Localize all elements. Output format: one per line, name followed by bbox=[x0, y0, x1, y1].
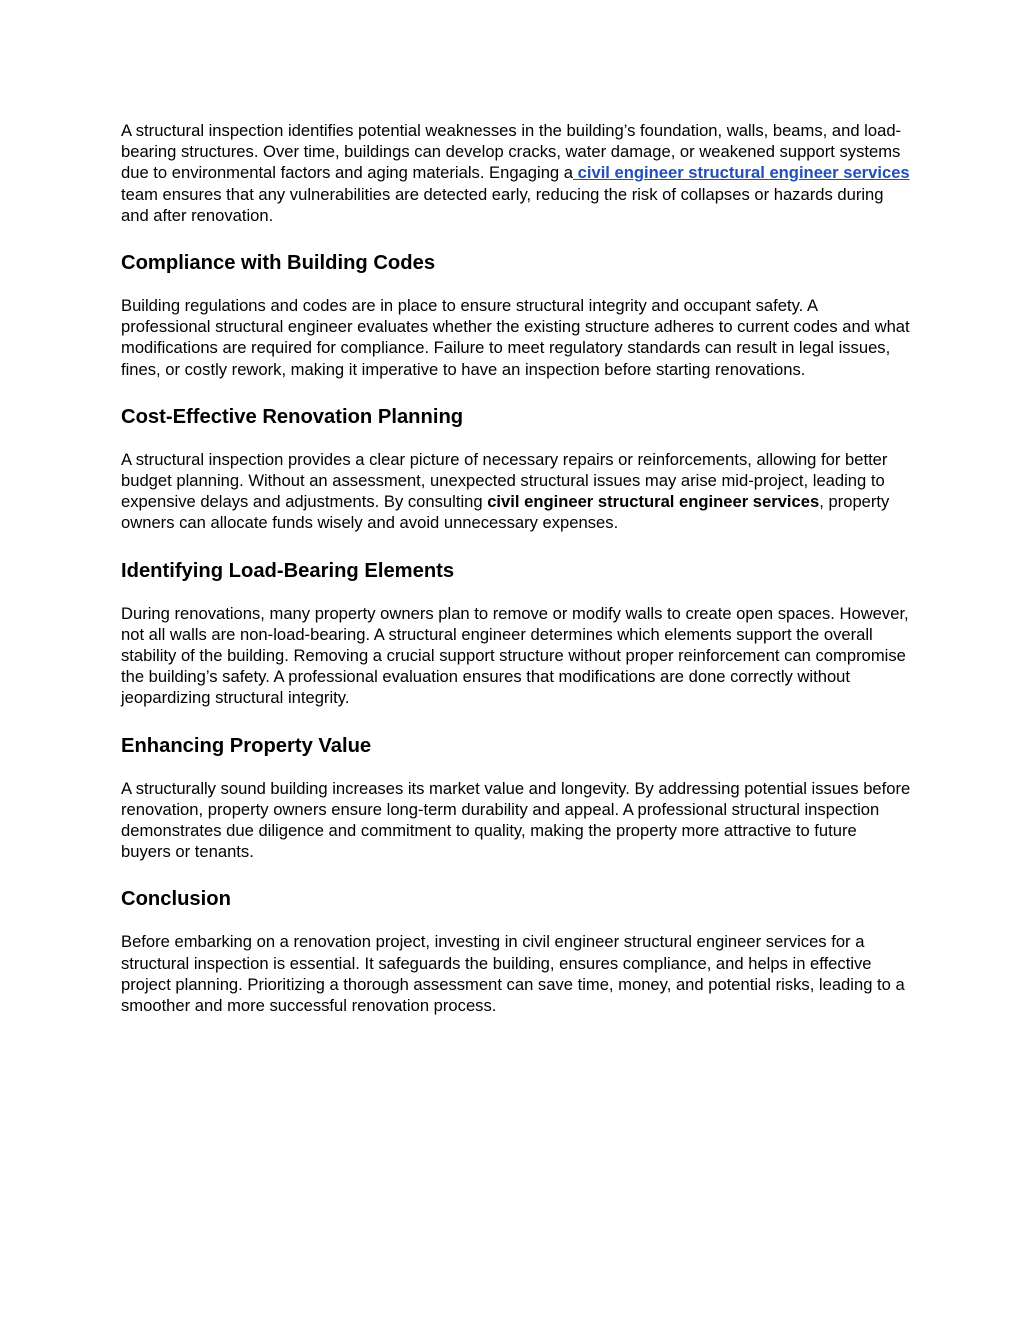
civil-engineer-services-link[interactable]: civil engineer structural engineer services bbox=[573, 163, 910, 183]
intro-text-before-link: A structural inspection identifies potential weaknesses in the building’s foundation, walls, beams, and load-bearing structures. Over time, buildings can develop cracks, water damage, or weakened support systems due to environmental factors and aging materials. Engaging a bbox=[121, 121, 902, 183]
heading-compliance: Compliance with Building Codes bbox=[121, 252, 436, 275]
heading-conclusion: Conclusion bbox=[121, 888, 231, 911]
intro-paragraph bbox=[121, 120, 911, 226]
paragraph-load-bearing: During renovations, many property owners plan to remove or modify walls to create open spaces. However, not all walls are non-load-bearing. A structural engineer determines which elements support the overall stability of the building. Removing a crucial support structure without proper reinforcement can compromise the building’s safety. A professional evaluation ensures that modifications are done correctly without jeopardizing structural integrity. bbox=[121, 603, 909, 708]
paragraph-compliance: Building regulations and codes are in place to ensure structural integrity and occupant safety. A professional structural engineer evaluates whether the existing structure adheres to current codes and what modifications are required for compliance. Failure to meet regulatory standards can result in legal issues, fines, or costly rework, making it imperative to have an inspection before starting renovations. bbox=[121, 296, 910, 379]
intro-text-after-link: team ensures that any vulnerabilities are detected early, reducing the risk of collapses or hazards during and after renovation. bbox=[121, 184, 884, 225]
heading-property-value: Enhancing Property Value bbox=[121, 734, 372, 757]
heading-cost-effective: Cost-Effective Renovation Planning bbox=[121, 405, 464, 428]
paragraph-cost-effective bbox=[121, 449, 911, 534]
cost-text-after-bold: , property owners can allocate funds wisely and avoid unnecessary expenses. bbox=[121, 492, 890, 533]
heading-load-bearing: Identifying Load-Bearing Elements bbox=[121, 559, 455, 582]
cost-bold-services: civil engineer structural engineer services bbox=[487, 492, 820, 512]
paragraph-conclusion: Before embarking on a renovation project, investing in civil engineer structural engineer services for a structural inspection is essential. It safeguards the building, ensures compliance, and helps in effective project planning. Prioritizing a thorough assessment can save time, money, and potential risks, leading to a smoother and more successful renovation process. bbox=[121, 932, 905, 1016]
article-body bbox=[121, 120, 911, 1016]
cost-text-before-bold: A structural inspection provides a clear picture of necessary repairs or reinforcements, allowing for better budget planning. Without an assessment, unexpected structural issues may arise mid-project, leading to expensive delays and adjustments. By consulting bbox=[121, 449, 888, 512]
paragraph-property-value: A structurally sound building increases its market value and longevity. By addressing potential issues before renovation, property owners ensure long-term durability and appeal. A professional structural inspection demonstrates due diligence and commitment to quality, making the property more attractive to future buyers or tenants. bbox=[121, 778, 911, 862]
